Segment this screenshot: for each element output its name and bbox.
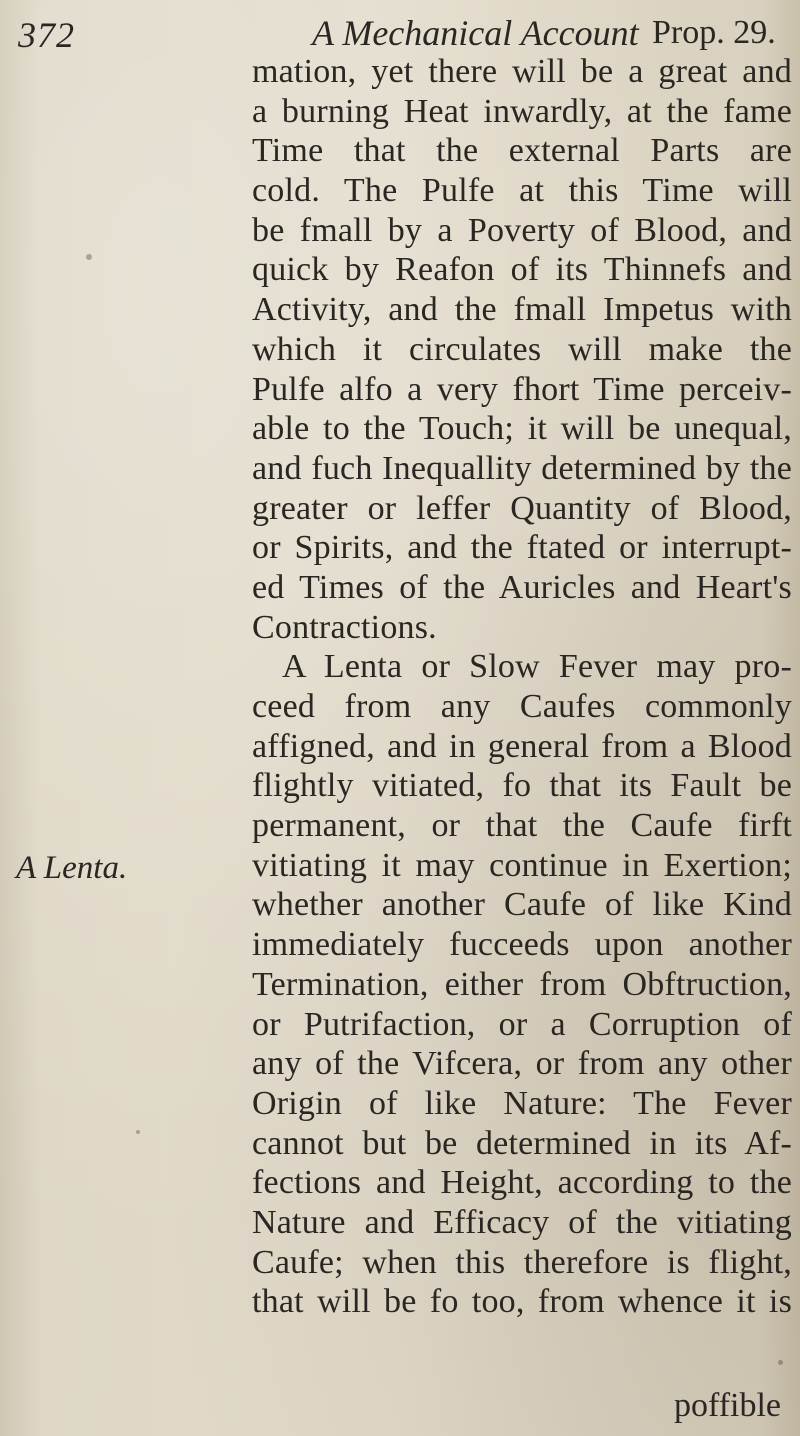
text-line: quick by Reafon of its Thinnefs and	[252, 251, 792, 289]
text-line: ceed from any Caufes commonly	[252, 688, 792, 725]
text-line: Nature and Efficacy of the vitiating	[252, 1203, 792, 1241]
text-line: flightly vitiated, fo that its Fault be	[252, 767, 792, 805]
body-text	[252, 52, 792, 1322]
text-line: or Putrifaction, or a Corruption of	[252, 1005, 792, 1043]
margin-note: A Lenta.	[16, 850, 128, 886]
running-head: A Mechanical Account	[312, 13, 639, 53]
text-line: mation, yet there will be a great and	[252, 53, 792, 90]
text-line: Time that the external Parts are	[252, 132, 792, 170]
text-line: fections and Height, according to the	[252, 1164, 792, 1202]
paper-speck	[778, 1360, 783, 1365]
text-line: cannot but be determined in its Af-	[252, 1124, 792, 1162]
text-line: permanent, or that the Caufe firft	[252, 807, 792, 845]
text-line: ed Times of the Auricles and Heart's	[252, 568, 792, 606]
text-line: vitiating it may continue in Exertion;	[252, 846, 792, 884]
text-line: greater or leffer Quantity of Blood,	[252, 489, 792, 527]
text-line: Origin of like Nature: The Fever	[252, 1084, 792, 1122]
text-line: that will be fo too, from whence it is	[252, 1283, 792, 1321]
text-line: Activity, and the fmall Impetus with	[252, 291, 792, 329]
text-line: immediately fucceeds upon another	[252, 926, 792, 964]
page-number: 372	[18, 15, 75, 55]
text-line: any of the Vifcera, or from any other	[252, 1045, 792, 1083]
catchword: poffible	[674, 1387, 782, 1424]
page-header	[0, 6, 800, 55]
text-line: be fmall by a Poverty of Blood, and	[252, 211, 792, 249]
text-line: Contractions.	[252, 608, 437, 646]
text-line: A Lenta or Slow Fever may pro-	[282, 648, 792, 686]
text-line: Caufe; when this therefore is flight,	[252, 1243, 792, 1281]
text-line: and fuch Inequallity determined by the	[252, 449, 792, 487]
paper-speck	[86, 254, 92, 260]
proposition-reference: Prop. 29.	[652, 14, 776, 51]
text-line: Termination, either from Obftruction,	[252, 965, 792, 1003]
text-line: whether another Caufe of like Kind	[252, 886, 792, 924]
text-line: a burning Heat inwardly, at the fame	[252, 92, 792, 130]
text-line: which it circulates will make the	[252, 330, 792, 368]
text-line: Pulfe alfo a very fhort Time perceiv-	[252, 370, 792, 408]
paper-speck	[136, 1130, 140, 1134]
text-line: cold. The Pulfe at this Time will	[252, 172, 792, 210]
text-line: affigned, and in general from a Blood	[252, 727, 792, 765]
text-line: able to the Touch; it will be unequal,	[252, 410, 792, 448]
text-line: or Spirits, and the ftated or interrupt-	[252, 529, 792, 567]
